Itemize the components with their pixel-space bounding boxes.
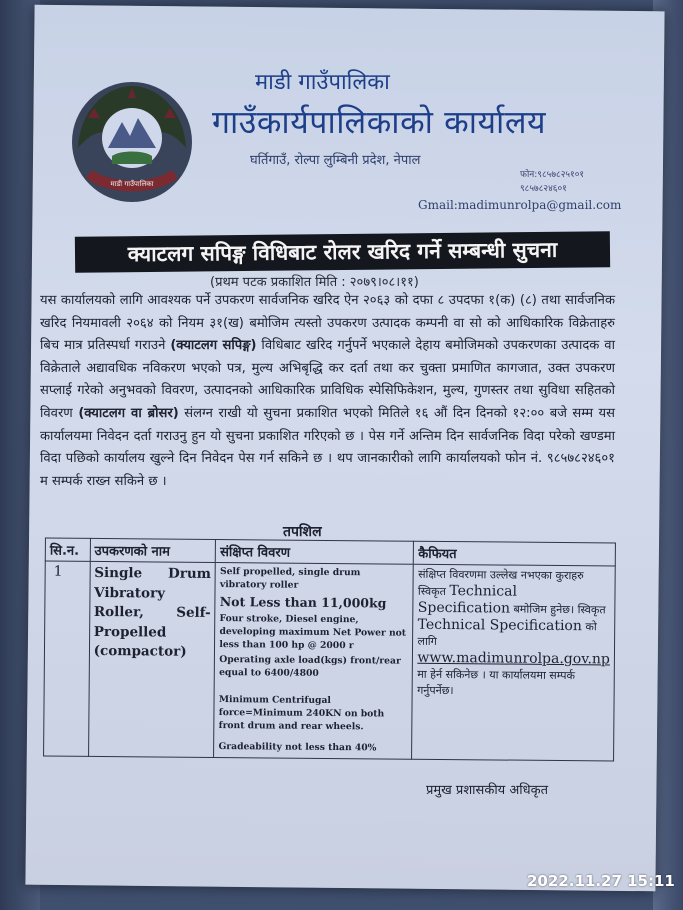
body-bold-1: (क्याटलग सपिङ्ग) [170, 338, 257, 354]
spec-line-1: Self propelled, single drum vibratory roller [219, 566, 361, 591]
published-date: (प्रथम पटक प्रकाशित मिति : २०७९।०८।११) [210, 275, 419, 290]
spec-line-4: Operating axle load(kgs) front/rear equal to 6400/4800 [219, 654, 401, 679]
office-name: गाउँकार्यपालिकाको कार्यालय [212, 103, 547, 141]
remark-3: बमोजिम हुनेछ। स्विकृत [513, 602, 606, 617]
spec-line-5: Minimum Centrifugal force=Minimum 240KN on both front drum and rear wheels. [218, 694, 385, 733]
cell-item [88, 561, 215, 757]
table-caption: तपशिल [283, 524, 322, 540]
table-row [44, 561, 616, 761]
body-bold-2: (क्याटलग वा ब्रोसर) [78, 405, 179, 421]
spec-line-2: Not Less than 11,000kg [219, 594, 387, 611]
photo-timestamp: 2022.11.27 15:11 [527, 872, 675, 890]
notice-body [40, 290, 615, 493]
notice-title-banner [75, 231, 610, 273]
spec-block [218, 565, 409, 755]
spec-line-6: Gradeability not less than 40% [218, 741, 377, 754]
remark-2: Technical Specification [417, 583, 518, 617]
notice-title: क्याटलग सपिङ्ग विधिबाट रोलर खरिद गर्ने सम्बन्धी सुचना [127, 237, 558, 267]
cell-remarks [412, 564, 615, 761]
body-part-1: यस कार्यालयको लागि आवश्यक पर्ने उपकरण सार्वजनिक खरिद ऐन २०६३ को दफा ८ उपदफा १(क) (८) तथा सार्वजनिक खरिद नियमावली २०६४ को नियम ३१(ख) बमोजिम त्यस्तो उपकरण उत्पादक कम्पनी वा सो को आधिकारिक विक्रेताहरु बिच मात्र प्रतिस्पर्धा गराउने [40, 293, 615, 354]
body-part-3: संलग्न राखी यो सुचना प्रकाशित भएको मितिले १६ औं दिन दिनको १२:०० बजे सम्म यस कार्यालयमा निवेदन दर्ता गराउनु हुन यो सुचना प्रकाशित गरिएको छ । पेस गर्ने अन्तिम दिन सार्वजनिक विदा परेको खण्डमा विदा पछिको कार्यालय खुल्ने दिन निवेदन पेस गर्न सकिने छ । थप जानकारीको लागि कार्यालयको फोन नं. ९८५७८२४६०१ म सम्पर्क राख्न सकिने छ । [40, 405, 616, 489]
nepal-emblem-icon [68, 78, 196, 206]
website-link[interactable]: www.madimunrolpa.gov.np [417, 649, 610, 668]
header-sn: सि.न. [45, 538, 90, 561]
signature-title: प्रमुख प्रशासकीय अधिकृत [426, 783, 549, 798]
remarks-block [417, 567, 611, 701]
sn-value: 1 [53, 563, 63, 580]
remark-4: Technical Specification [417, 616, 582, 635]
phone-2: ९८५७८२४६०१ [520, 184, 567, 194]
municipality-name: माडी गाउँपालिका [255, 70, 390, 95]
cell-sn [44, 561, 90, 756]
emblem-caption: माडी गाउँपालिका [110, 180, 154, 188]
header-spec: संक्षिप्त विवरण [216, 540, 414, 565]
remark-1: संक्षिप्त विवरणमा उल्लेख नभएका कुराहरु स्विकृत [417, 567, 584, 599]
office-address: घर्तिगाउँ, रोल्पा लुम्बिनी प्रदेश, नेपाल [250, 153, 421, 168]
header-item: उपकरणको नाम [90, 538, 216, 562]
equipment-table [43, 538, 616, 762]
phone-numbers [520, 168, 584, 196]
remark-6: मा हेर्न सकिनेछ । या कार्यालयमा सम्पर्क गर्नुपर्नेछ। [417, 667, 576, 698]
cell-spec [214, 563, 414, 760]
spec-line-3: Four stroke, Diesel engine, developing maximum Net Power not less than 100 hp @ 2000 r [219, 613, 407, 652]
item-name: Single Drum Vibratory Roller, Self-Propelled (compactor) [93, 564, 212, 660]
phone-1: फोन:९८५७८२५१०१ [520, 170, 585, 180]
body-part-2: विधिबाट खरिद गर्नुपर्ने भएकाले देहाय बमोजिमको उपकरणका उत्पादक वा विक्रेताले अद्यावधिक नविकरण भएको पत्र, मुल्य अभिबृद्धि कर दर्ता तथा कर चुक्ता प्रमाणित कागजात, उक्त उपकरण सप्लाई गरेको अनुभवको विवरण, उत्पादनको आधिकारिक प्राविधिक स्पेसिफिकेशन, मुल्य, गुणस्तर तथा सुविधा सहितको विवरण [40, 338, 615, 421]
office-email: Gmail:madimunrolpa@gmail.com [418, 198, 622, 212]
remark-5: को लागि [417, 620, 597, 648]
header-remarks: कैफियत [414, 541, 616, 566]
